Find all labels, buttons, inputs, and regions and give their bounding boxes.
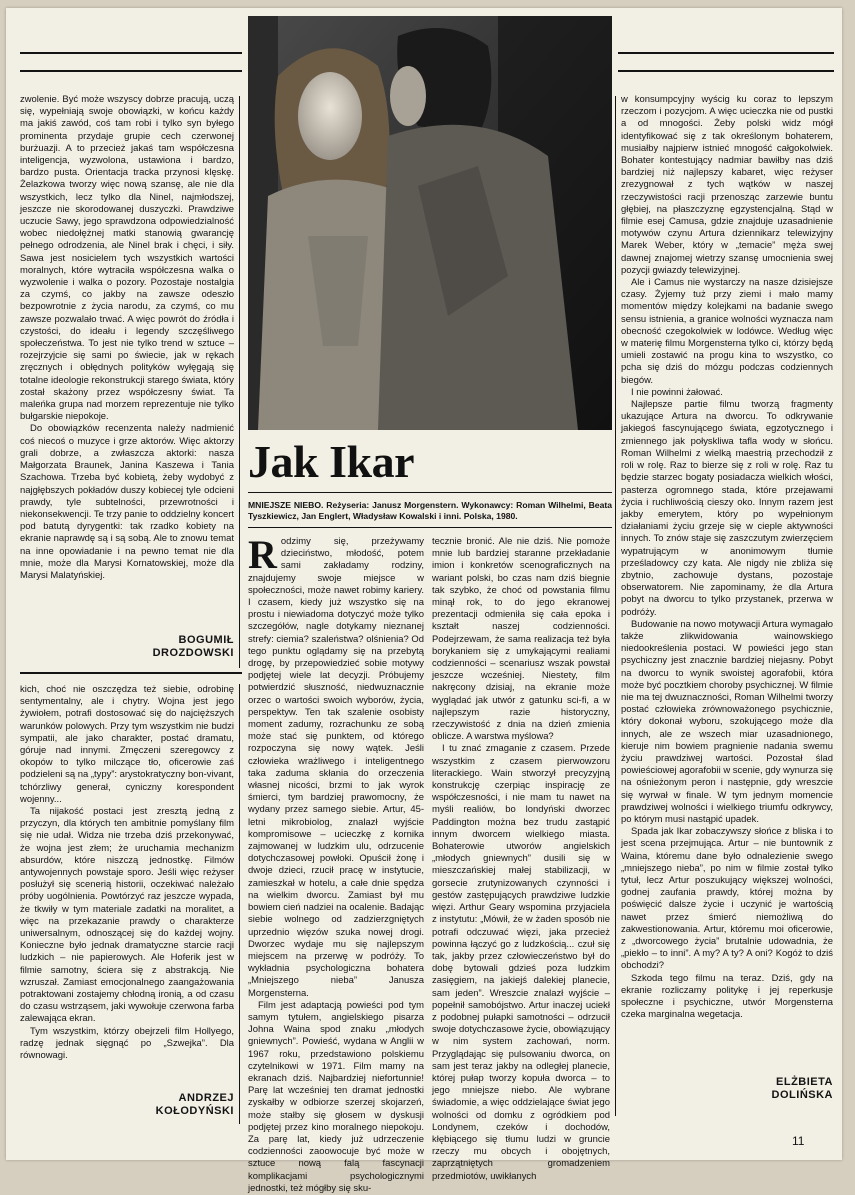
paragraph: zwolenie. Być może wszyscy dobrze pracują, uczą się, wypełniają swoje obowiązki, w końcu każdy ma jakiś zawód, coś tam robi i tylko syn byłego prominenta przydaje grupie cech czerwonej burżuazji. A to przecież jakaś tam współczesna inteligencja, wyzwolona, ustawiona i bardzo, bardzo pusta. Orientacja tracka przynosi klęskę. Żelazkowa tworzy więc nową szansę, ale nie dla wszystkich, lecz tylko dla Ninel, najmłodszej, jeszcze nie skorodowanej duszyczki. Prawdziwe uczucie Sawy, jego sprawdzona odpowiedzialność wobec niedołężnej matki stanowią gwarancję pełnego odrodzenia, ale Ninel brak i chęci, i siły. Sawa jest nosicielem tych wszystkich wartości moralnych, które wytraciła współczesna walka o wyzwolenie i walka o pozory. Pozostaje nostalgia za czymś, co jakby na zawsze odeszło bezpowrotnie z życia narodu, za czymś, co mu zawsze pozwalało trwać. A więc powrót do źródła i czystości, do ideału i legendy szczęśliwego społeczeństwa. To jest nie tylko trend w sztuce – rozejrzyjcie się sami po świecie, jak w rękach zręcznych i obłędnych polityków wyłęgają się totalne ideologie rekonstrukcji starego świata, który został skażony przez współczesny świat. Ta maleńka grupa nad morzem reprezentuje nie tylko bułgarskie niepokoje. bbox=[20, 94, 234, 423]
credits-rule bbox=[248, 527, 612, 528]
left-column-divider bbox=[239, 96, 240, 668]
paragraph: odzimy się, przeżywamy dzieciństwo, młodość, potem sami zakładamy rodziny, znajdujemy swoje miejsce w społeczności, może nawet robimy kariery. I czasem, kiedy już wszystko się na prostu i niewiadoma dotyczyć może tylko szczegółów, nagle dotykamy nieznanej strefy: ciemia? szaleństwa? olśnienia? Od tego punktu oglądamy się na przebytą drogę, by przepowiedzieć sobie motywy podjętej wiele lat decyzji. Próbujemy potwierdzić słuszność, niedwuznacznie orzec o wartości swoich wyborów, życia, perspektyw. Ten tak szalenie osobisty moment zadumy, rozrachunku ze sobą może stać się punktem, od którego rozpoczyna się nowy wątek. Jeśli człowieka wrażliwego i inteligentnego taka zaduma skłania do orzeczenia własnej nicości, brzmi to jak wyrok śmierci, tym bardziej prawomocny, że wydany przez samego siebie. Artur, 45-letni mikrobiolog, znalazł wyjście kompromisowe – ucieczkę z kornika zajmowanej w ludzkim ulu, odrzucenie dotychczasowej powłoki. Opuścił żonę i dwoje dzieci, rzucił pracę w instytucie, zamieszkał w hotelu, a całe dnie spędza na wielkim dworcu. Zamiast był mu bowiem cień nadziei na ocalenie. Badając siebie wolnego od zadzierzgniętych uprzednio więzów szuka nowej drogi. Dworzec wydaje mu się najlepszym miejscem na przerwę w podróży. To wykładnia psychologiczna bohatera „Mniejszego nieba” Janusza Morgensterna. bbox=[248, 536, 424, 999]
film-credits: MNIEJSZE NIEBO. Reżyseria: Janusz Morgenstern. Wykonawcy: Roman Wilhelmi, Beata Tyszkiewicz, Jan Englert, Władysław Kowalski i inni. Polska, 1980. bbox=[248, 500, 612, 521]
author-signature-kolodynski bbox=[20, 1092, 234, 1118]
paragraph: Spada jak Ikar zobaczywszy słońce z bliska i to jest scena przejmująca. Artur – nie buntownik z Waina, któremu dane było odnalezienie swego „mniejszego nieba”, po nim w filmie został tylko tytuł, lecz Artur poszukujący większej wolności, godnej zaufania prawdy, której można by poświęcić dalsze życie i uczynić je wartością nawet przez śmierć niemożliwą do zakwestionowania. Artur, któremu moi oficerowie, z „dworcowego życia” brutalnie udowadnia, że „piekło – to inni”. A my? A ty? A oni? Kogóż to dziś obchodzi? bbox=[621, 826, 833, 972]
author-first-name: ANDRZEJ bbox=[178, 1092, 234, 1104]
top-rule-left bbox=[20, 52, 242, 54]
headline-rule bbox=[248, 492, 612, 493]
paragraph: Budowanie na nowo motywacji Artura wymagało także zlikwidowania wainowskiego niedookreślenia postaci. W powieści jego stan psychiczny jest znacznie bardziej niejasny. Pobyt na dworcu to wynik swoistej agorafobii, która może być pocztkiem choroby psychicznej. W filmie nie ma tej dwuznaczności, Roman Wilhelmi tworzy postać człowieka zrównoważonego psychicznie, który dokonał wyboru, szokującego może dla innych, ale ze wszech miar uzasadnionego, kieruje nim bowiem pragnienie nadania swemu życiu prawdziwej wartości. Pozostał ślad powieściowej agorafobii w scenie, gdy wynurza się na ośnieżonym peron i następnie, gdy wreszcie się wyrwał w finale. W tym jednym momencie prawdziwej wolności i wielkiego triumfu odkrywcy, po którym musi nastąpić upadek. bbox=[621, 618, 833, 825]
author-last-name: DROZDOWSKI bbox=[152, 647, 234, 659]
magazine-page bbox=[6, 8, 842, 1194]
paragraph: kich, choć nie oszczędza też siebie, odrobinę sentymentalny, ale i chytry. Wojna jest jego żywiołem, potrafi dostosować się do najcięższych warunków polowych. Przy tym wszystkim nie budzi sympatii, ale jako charakter, postać dramatu, góruje nad innymi. Zmęczeni szeregowcy z okopów to tylko milczące tło, oficerowie zaś podzieleni są na „typy”: arystokratyczny bon-vivant, tchórzliwy generał, cyniczny korespondent wojenny... bbox=[20, 684, 235, 805]
top-rule-right-2 bbox=[618, 70, 834, 72]
left-column-top bbox=[20, 94, 234, 616]
right-column bbox=[621, 94, 833, 1058]
paragraph: w konsumpcyjny wyścig ku coraz to lepszym rzeczom i pozycjom. A więc ucieczka nie od pustki a od mnogości. Żeby polski widz mógł identyfikować się z tak określonym bohaterem, musiałby najpierw istnieć mnogość całgokolwiek. Bohater kontestujący nadmiar bawiłby nas dziś bardziej niż najlepszy kabaret, więc reżyser zrezygnował z tych wątków w naszej rzeczywistości racji przenosząc zarzewie buntu głębiej, na płaszczyznę egzystencjalną. Stąd w filmie esej Camusa, gdzie znajduje uzasadnienie motywów czynu Artura dziennikarz telewizyjny Marek Weber, który w „temacie” męża swej dawnej znajomej wietrzy szansę umocnienia swej pozycji gwiazdy telewizyjnej. bbox=[621, 94, 833, 276]
paragraph: Najlepsze partie filmu tworzą fragmenty ukazujące Artura na dworcu. To odkrywanie jakiegoś fascynującego świata, egzotycznego i zmiennego jak połyskliwa tafla wody w słońcu. Roman Wilhelmi z wielką maestrią przechodził z roli w rolę. Raz to bierze się z roli w rolę. Raz tu będzie starzec bogaty posiadacza wielkich włości, pasterza ogromnego stada, które przejawami życia i ruchliwością cieszy oko. Innym razem jest jakby emerytem, który po wypełnionym działaniami życiu grzeje się w cieple aktywności innych. To znów staje się zaszczutym zwierzęciem wypatrującym w anonimowym tłumie prześladowcy czy kata. Ale nigdy nie zbliża się zbytnio, zachowuje dystans, pozostaje obserwatorem. Nie zapominamy, że dla Artura pobyt na dworcu to tylko przystanek, przerwa w podróży. bbox=[621, 399, 833, 618]
lower-left-divider bbox=[239, 684, 240, 1124]
author-first-name: BOGUMIŁ bbox=[178, 634, 234, 646]
middle-column-1 bbox=[248, 532, 424, 1194]
author-first-name: ELŻBIETA bbox=[776, 1076, 833, 1088]
paragraph: I nie powinni żałować. bbox=[631, 386, 723, 398]
paragraph: Ale i Camus nie wystarczy na nasze dzisiejsze czasy. Żyjemy tuż przy ziemi i mało mamy momentów między kolejkami na badanie swego sensu istnienia, a granice wolności wyznacza nam obecność czegokolwiek w lodówce. Według więc w materię filmu Morgensterna tylko ci, którzy będą umieli zostawić na progu kina to wszystko, co pcha się dziś do mózgu podczas codziennych biegów. bbox=[621, 277, 833, 386]
left-column-bottom bbox=[20, 684, 235, 1062]
drop-cap: R bbox=[248, 532, 277, 577]
author-last-name: KOŁODYŃSKI bbox=[155, 1105, 234, 1117]
paragraph: Film jest adaptacją powieści pod tym samym tytułem, angielskiego pisarza Johna Waina spod znaku „młodych gniewnych”. Powieść, wydana w Anglii w 1967 roku, przedstawiono polskiemu czytelnikowi w 1971. Film mamy na ekranach dziś. Najbardziej niefortunnie! Parę lat wcześniej ten dramat jednostki zyskałby w odbiorze szerzej skojarzeń, może stałby się głosem w dyskusji podjętej przez kino moralnego niepokoju. Za parę lat, kiedy już udrzeczenie codzienności zaoowocuje być może w sztuce nową falą fascynacji komplikacjami psychologicznymi jednostki, też mógłby się sku- bbox=[248, 999, 424, 1194]
top-rule-left-2 bbox=[20, 70, 242, 72]
page-number: 11 bbox=[792, 1134, 805, 1148]
paragraph: tecznie bronić. Ale nie dziś. Nie pomoże mnie lub bardziej staranne przekładanie imion i konkretów scenograficznych na wariant polski, bo czas nam dziś biegnie tak szybko, że choć od powstania filmu minął rok, to do jego ekranowej prezentacji odmieniła się cała epoka i kształt naszej codzienności. Podejrzewam, że sama realizacja też była borykaniem się z umykającymi realiami codzienności – scenariusz wszak powstał jeszcze wcześniej. Niestety, film nakręcony dzisiaj, na ekranie może wyglądać jak utwór z gatunku sci-fi, a w najlepszym razie historyczny, rzeczywistość z dnia na dzień zmienia oblicze. A warstwa myślowa? bbox=[432, 536, 610, 743]
paragraph: Ta nijakość postaci jest zresztą jedną z przyczyn, dla których ten ambitnie pomyślany film się nie udał. Widza nie trzeba dziś przekonywać, że wojna jest złem; że uruchamia mechanizm absurdów, które niszczą jednostkę. Filmów antywojennych powstaje sporo. Jeśli więc reżyser posłużył się scenerią historii, oczekiwać należało próby uogólnienia. Powtórzyć raz jeszcze wypada, że tkwiły w tym materiale zadatki na moralitet, a więc na przekazanie prawdy o charakterze uniwersalnym, odnoszącej się do każdej wojny. Konieczne było jednak dramatyczne starcie racji ludzkich – nie papierowych. Ale Hoferik jest w filmie samotny, ściera się z abstrakcją. Nie wzruszał. Zamiast emocjonalnego zaangażowania potraktowani zostajemy chłodną ironią, a od czasu do czasu wstrząsem, jaki wywołuje czerwona farba zalewająca ekran. bbox=[20, 806, 234, 1025]
paragraph: Szkoda tego filmu na teraz. Dziś, gdy na ekranie rozliczamy politykę i jej reperkusje społeczne i psychiczne, utwór Morgensterna czeka marginalna wegetacja. bbox=[621, 972, 833, 1021]
middle-column-2 bbox=[432, 536, 610, 1182]
film-still-photo bbox=[248, 16, 612, 430]
author-signature-dolinska bbox=[621, 1076, 833, 1102]
article-headline: Jak Ikar bbox=[248, 436, 414, 487]
top-rule-right bbox=[618, 52, 834, 54]
mid-left-rule bbox=[20, 672, 242, 674]
paragraph: Do obowiązków recenzenta należy nadmienić coś niecoś o muzyce i grze aktorów. Więc aktorzy grali dobrze, a zwłaszcza aktorki: nasza Małgorzata Braunek, Janina Kaszewa i Tania Szachowa. Trzeba być kobietą, żeby wydobyć z najgłębszych pokładów duszy kobiecej tyle odcieni prawdy, tyle subtelności, przewrotności i niekonsekwencji. Te trzy panie to oddzielny koncert pod batutą dyrygentki: tak rzadko kobiety na ekranie naprawdę są i są sobą. Ale to znowu temat na inne opowiadanie i na pewno temat nie dla mnie, może dla Marysi Kornatowskiej, może dla Marysi Malatyńskiej. bbox=[20, 423, 234, 581]
film-still-illustration bbox=[248, 16, 612, 430]
paragraph: Tym wszystkim, którzy obejrzeli film Hollyego, radzę jednak sięgnąć po „Szwejka”. Dla równowagi. bbox=[20, 1025, 234, 1062]
right-column-divider bbox=[615, 96, 616, 1116]
author-last-name: DOLIŃSKA bbox=[771, 1089, 833, 1101]
paragraph: I tu znać zmaganie z czasem. Przede wszystkim z czasem pierwowzoru literackiego. Wain stworzył precyzyjną konstrukcję czerpiąc inspirację ze współczesności, i nie mam tu nawet na myśli realiów, bo londyński dworzec Paddington można bez trudu zastąpić innym dworcem wielkiego miasta. Bohaterowie utworów angielskich „młodych gniewnych” dusili się w mieszczańskiej małej stabilizacji, w gorsecie zrutynizowanych czynności i gestów zastępujących prawdziwe ludzkie więzi. Arthur Geary wspomina przyjaciela z instytutu: „Mówił, że w żaden sposób nie potrafi odczuwać więzi, jaka przecież powinna łączyć go z ludzkością... czuł się tak, jakby przez człowieczeństwo był do dobę bytowali gdzieś poza ludzkim zasięgiem, na jakiejś dalekiej planecie, sam jeden”. Wreszcie znalazł wyjście – popełnił samobójstwo. Artur inaczej uciekł z podobnej pułapki samotności – odrzucił swoje dotychczasowe życie, obowiązujący w nim system zachowań, norm. Przyglądając się pulsowaniu dworca, on sam jest teraz jakby na odległej planecie, której pułap tworzy kopuła dworca – to jego mniejsze niebo. Ale wybrane świadomie, a więc oddzielające świat jego wolności od domku z ogródkiem pod Londynem, czeków i dochodów, kłębiącego się tłumu ludzi w gruncie rzeczy mu obcych i obojętnych, zaprzątniętych gromadzeniem przedmiotów, uwikłanych bbox=[432, 743, 610, 1182]
author-signature-drozdowski bbox=[20, 634, 234, 660]
